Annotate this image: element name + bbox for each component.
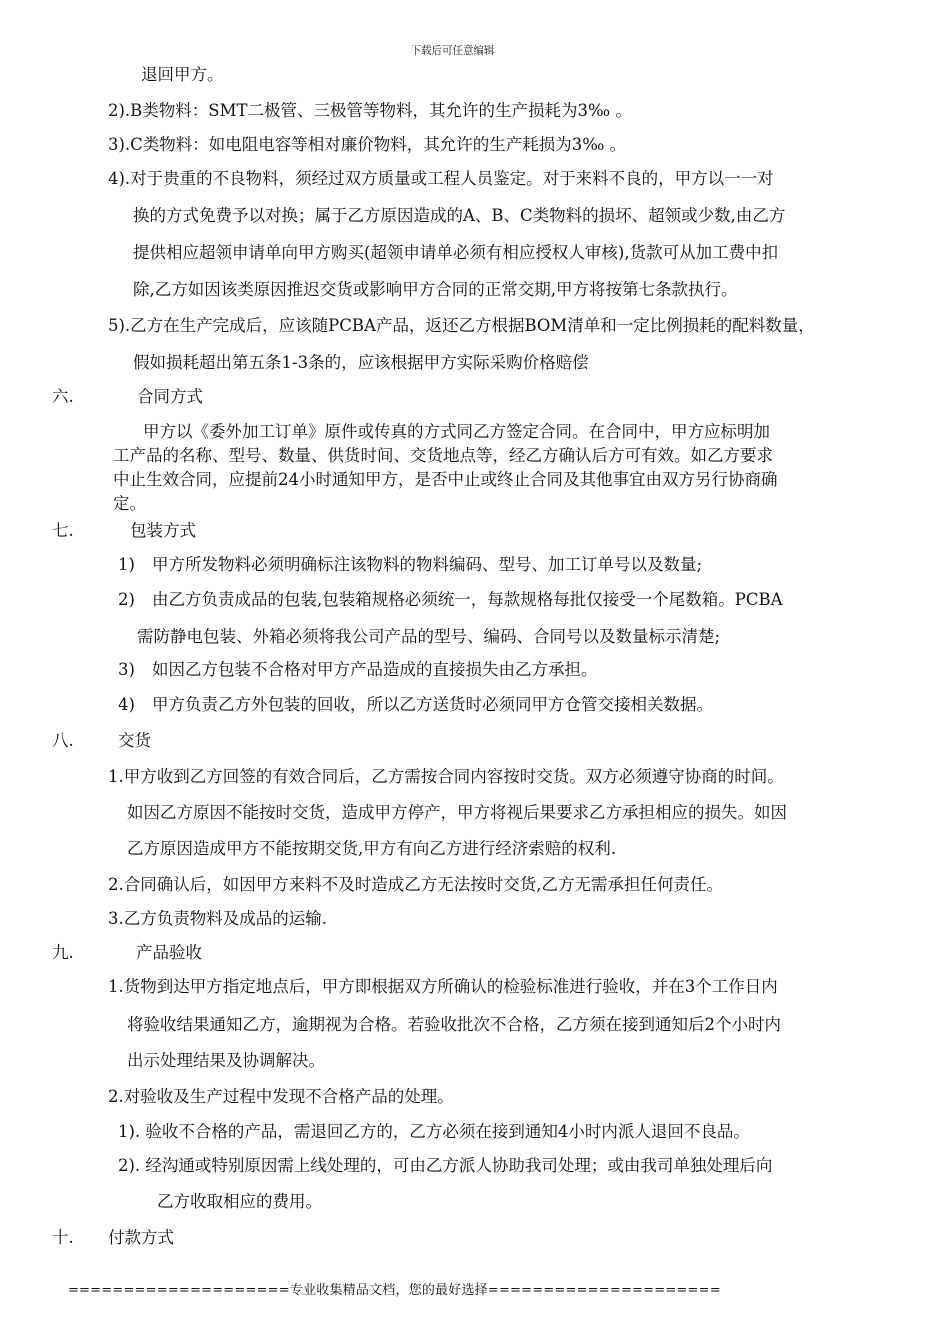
list-item: 甲方所发物料必须明确标注该物料的物料编码、型号、加工订单号以及数量;: [152, 555, 703, 574]
list-item: 1.货物到达甲方指定地点后，甲方即根据双方所确认的检验标准进行验收，并在3个工作日内: [108, 977, 778, 996]
list-item-continuation: 换的方式免费予以对换；属于乙方原因造成的A、B、C类物料的损坏、超领或少数,由乙方: [133, 206, 786, 225]
section-number: 七.: [52, 521, 74, 540]
list-number: 4): [118, 695, 135, 714]
page-footer: ====================专业收集精品文档，您的最好选择=====================: [68, 1283, 721, 1298]
list-item: 甲方负责乙方外包装的回收，所以乙方送货时必须同甲方仓管交接相关数据。: [152, 695, 713, 714]
sub-list-item: 2). 经沟通或特别原因需上线处理的，可由乙方派人协助我司处理；或由我司单独处理后向: [118, 1156, 773, 1175]
paragraph-line: 定。: [113, 494, 146, 513]
list-item: 如因乙方包装不合格对甲方产品造成的直接损失由乙方承担。: [152, 660, 598, 679]
list-item: 2).B类物料：SMT二极管、三极管等物料，其允许的生产损耗为3‰ 。: [108, 101, 632, 120]
section-number: 八.: [52, 731, 74, 750]
section-title: 产品验收: [136, 943, 202, 962]
section-number: 六.: [52, 387, 74, 406]
list-item: 3.乙方负责物料及成品的运输.: [108, 909, 327, 928]
section-number: 九.: [52, 943, 74, 962]
list-item: 3).C类物料：如电阻电容等相对廉价物料，其允许的生产耗损为3‰ 。: [108, 135, 627, 154]
list-item: 2.对验收及生产过程中发现不合格产品的处理。: [108, 1087, 454, 1106]
list-item: 5).乙方在生产完成后，应该随PCBA产品，返还乙方根据BOM清单和一定比例损耗的配料数量，: [108, 316, 815, 335]
list-item: 4).对于贵重的不良物料，须经过双方质量或工程人员鉴定。对于来料不良的，甲方以一一对: [108, 169, 774, 188]
sub-list-item-continuation: 乙方收取相应的费用。: [157, 1192, 322, 1211]
list-number: 1): [118, 555, 135, 574]
paragraph-line: 甲方以《委外加工订单》原件或传真的方式同乙方签定合同。在合同中，甲方应标明加: [143, 422, 770, 441]
paragraph-line: 退回甲方。: [141, 65, 224, 84]
list-item-continuation: 提供相应超领申请单向甲方购买(超领申请单必须有相应授权人审核),货款可从加工费中扣: [133, 243, 779, 262]
section-title: 包装方式: [130, 521, 196, 540]
section-title: 交货: [118, 731, 151, 750]
sub-list-item: 1). 验收不合格的产品，需退回乙方的，乙方必须在接到通知4小时内派人退回不良品。: [118, 1122, 750, 1141]
list-item-continuation: 需防静电包装、外箱必须将我公司产品的型号、编码、合同号以及数量标示清楚;: [137, 627, 721, 646]
section-title: 合同方式: [137, 387, 203, 406]
list-item: 由乙方负责成品的包装,包装箱规格必须统一，每款规格每批仅接受一个尾数箱。PCBA: [152, 590, 783, 609]
paragraph-line: 中止生效合同，应提前24小时通知甲方，是否中止或终止合同及其他事宜由双方另行协商确: [113, 470, 778, 489]
list-item-continuation: 乙方原因造成甲方不能按期交货,甲方有向乙方进行经济索赔的权利.: [127, 839, 616, 858]
page-header: 下载后可任意编辑: [410, 44, 495, 57]
list-item-continuation: 将验收结果通知乙方，逾期视为合格。若验收批次不合格，乙方须在接到通知后2个小时内: [127, 1015, 781, 1034]
section-title: 付款方式: [108, 1228, 174, 1247]
list-item-continuation: 如因乙方原因不能按时交货，造成甲方停产，甲方将视后果要求乙方承担相应的损失。如因: [127, 803, 787, 822]
list-item-continuation: 除,乙方如因该类原因推迟交货或影响甲方合同的正常交期,甲方将按第七条款执行。: [133, 280, 738, 299]
list-item: 2.合同确认后，如因甲方来料不及时造成乙方无法按时交货,乙方无需承担任何责任。: [108, 875, 723, 894]
list-number: 2): [118, 590, 135, 609]
paragraph-line: 工产品的名称、型号、数量、供货时间、交货地点等，经乙方确认后方可有效。如乙方要求: [113, 446, 773, 465]
list-item-continuation: 出示处理结果及协调解决。: [127, 1051, 325, 1070]
list-item: 1.甲方收到乙方回签的有效合同后，乙方需按合同内容按时交货。双方必须遵守协商的时间。: [108, 767, 784, 786]
list-item-continuation: 假如损耗超出第五条1-3条的，应该根据甲方实际采购价格赔偿: [133, 353, 589, 372]
list-number: 3): [118, 660, 135, 679]
section-number: 十.: [52, 1228, 74, 1247]
